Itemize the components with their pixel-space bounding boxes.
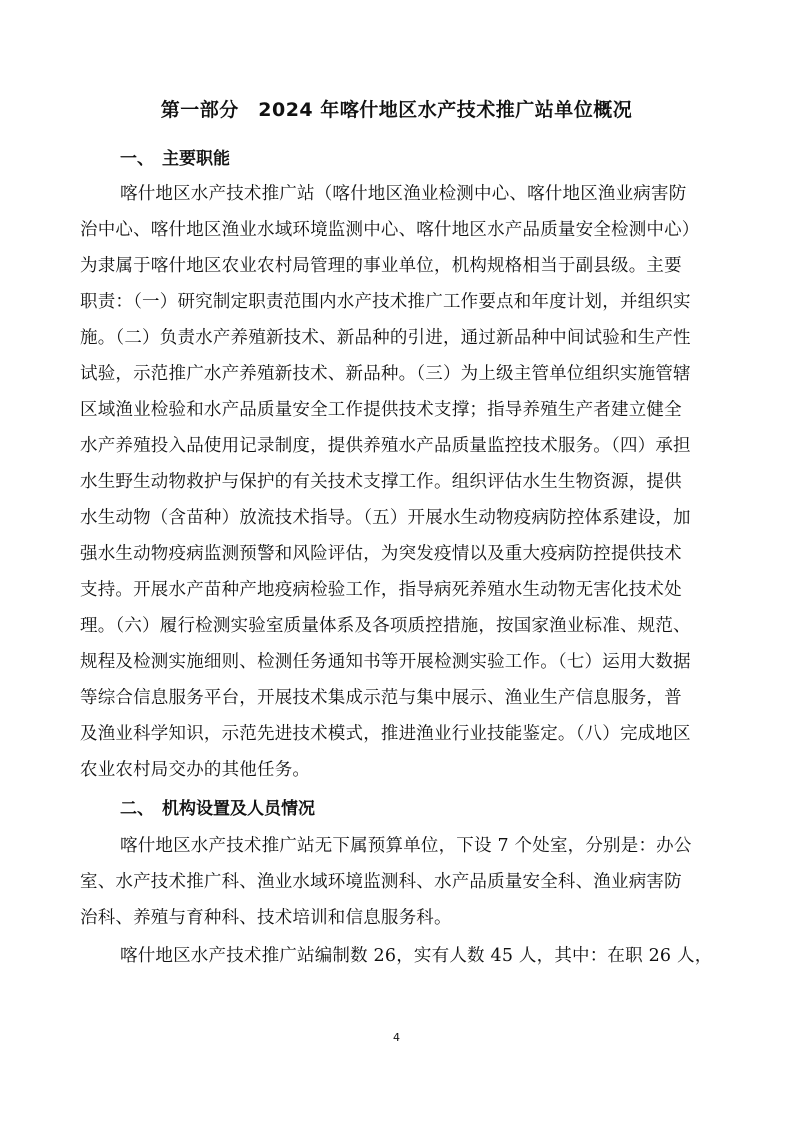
paragraph-line: 强水生动物疫病监测预警和风险评估，为突发疫情以及重大疫病防控提供技术 [80, 544, 682, 564]
paragraph-line: 施。（二）负责水产养殖新技术、新品种的引进，通过新品种中间试验和生产性 [80, 328, 691, 348]
section-title: 主要职能 [162, 149, 230, 169]
paragraph-line: 水生野生动物救护与保护的有关技术支撑工作。组织评估水生生物资源，提供 [80, 472, 682, 492]
paragraph-line: 农业农村局交办的其他任务。 [80, 760, 311, 780]
paragraph-line: 喀什地区水产技术推广站无下属预算单位，下设 7 个处室，分别是：办公 [120, 836, 692, 856]
page-title: 第一部分 2024 年喀什地区水产技术推广站单位概况 [160, 99, 633, 121]
paragraph-line: 等综合信息服务平台，开展技术集成示范与集中展示、渔业生产信息服务，普 [80, 688, 682, 708]
paragraph-line: 区域渔业检验和水产品质量安全工作提供技术支撑；指导养殖生产者建立健全 [80, 400, 682, 420]
section-heading-organization [120, 796, 315, 822]
section-heading-functions [120, 146, 230, 172]
paragraph-line: 水产养殖投入品使用记录制度，提供养殖水产品质量监控技术服务。（四）承担 [80, 436, 691, 456]
paragraph-line: 水生动物（含苗种）放流技术指导。（五）开展水生动物疫病防控体系建设，加 [80, 508, 691, 528]
section-title: 机构设置及人员情况 [162, 799, 315, 819]
paragraph-line: 治科、养殖与育种科、技术培训和信息服务科。 [80, 908, 452, 928]
paragraph-line: 及渔业科学知识，示范先进技术模式，推进渔业行业技能鉴定。（八）完成地区 [80, 724, 691, 744]
section-number: 一、 [120, 149, 154, 169]
paragraph-line: 喀什地区水产技术推广站（喀什地区渔业检测中心、喀什地区渔业病害防 [120, 184, 687, 204]
paragraph-line: 治中心、喀什地区渔业水域环境监测中心、喀什地区水产品质量安全检测中心） [80, 220, 700, 240]
paragraph-line: 职责：（一）研究制定职责范围内水产技术推广工作要点和年度计划，并组织实 [80, 292, 691, 312]
paragraph-line: 支持。开展水产苗种产地疫病检验工作，指导病死养殖水生动物无害化技术处 [80, 580, 682, 600]
paragraph-line: 试验，示范推广水产养殖新技术、新品种。（三）为上级主管单位组织实施管辖 [80, 364, 691, 384]
section-number: 二、 [120, 799, 154, 819]
paragraph-line: 室、水产技术推广科、渔业水域环境监测科、水产品质量安全科、渔业病害防 [80, 872, 682, 892]
paragraph-line: 为隶属于喀什地区农业农村局管理的事业单位，机构规格相当于副县级。主要 [80, 256, 682, 276]
paragraph-line: 喀什地区水产技术推广站编制数 26，实有人数 45 人，其中：在职 26 人， [120, 946, 713, 966]
paragraph-line: 理。（六）履行检测实验室质量体系及各项质控措施，按国家渔业标准、规范、 [80, 616, 691, 636]
paragraph-line: 规程及检测实施细则、检测任务通知书等开展检测实验工作。（七）运用大数据 [80, 652, 691, 672]
page-number: 4 [393, 1031, 400, 1044]
